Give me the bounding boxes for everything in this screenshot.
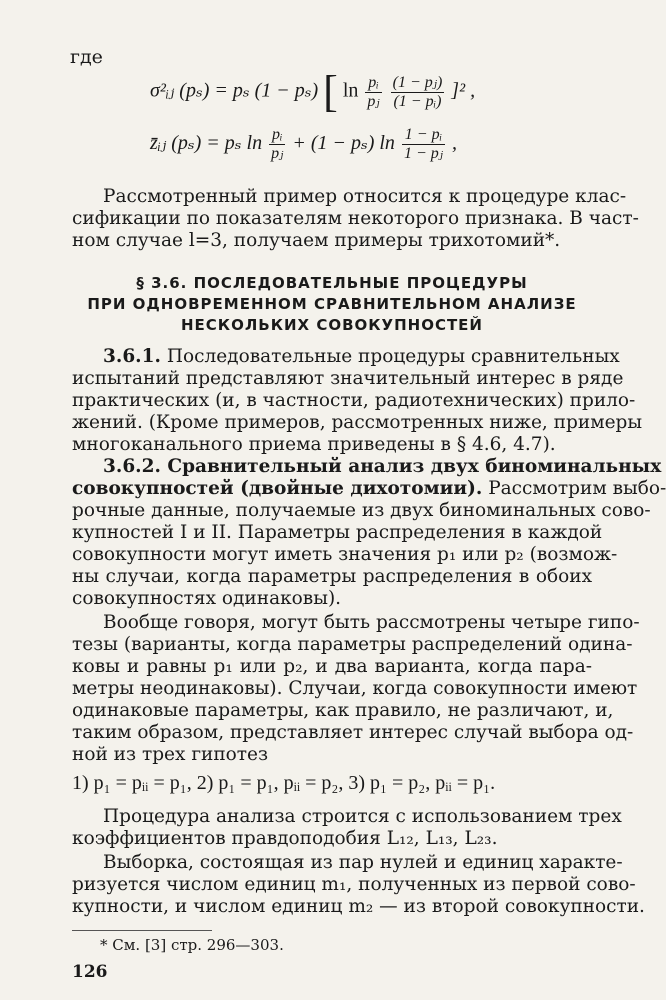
p4-line-7: ной из трех гипотез: [72, 744, 269, 765]
s361-number: 3.6.1.: [103, 346, 161, 367]
s361-line-5: многоканального приема приведены в § 4.6, 4.7).: [72, 434, 556, 455]
page-number: 126: [72, 962, 108, 982]
s362-line-5: ны случаи, когда параметры распределения в обоих: [72, 566, 592, 587]
eq2-mid: + (1 − pₛ) ln: [292, 132, 395, 155]
footnote-rule: [72, 930, 212, 931]
p4-line-4: метры неодинаковы). Случаи, когда совокупности имеют: [72, 678, 638, 699]
eq2-lhs: z̄ᵢⱼ (pₛ) = pₛ ln: [150, 132, 263, 155]
p6-line-2: ризуется числом единиц m₁, полученных из первой сово-: [72, 874, 636, 895]
eq1-fraction-2: $\frac{\text{(1 − pⱼ)}}{\text{(1 − pᵢ)}}$: [392, 73, 443, 110]
p5-line-2: коэффициентов правдоподобия L₁₂, L₁₃, L₂₃.: [72, 828, 498, 849]
eq1-tail: ]² ,: [451, 79, 476, 102]
s361-line-2: испытаний представляют значительный интерес в ряде: [72, 368, 624, 389]
p4-line-6: таким образом, представляет интерес случай выбора од-: [72, 722, 634, 743]
p4-line-1: Вообще говоря, могут быть рассмотрены четыре гипо-: [103, 612, 640, 633]
variance-equation: [150, 67, 476, 116]
where-word: где: [70, 46, 103, 68]
section-heading-line-2: ПРИ ОДНОВРЕМЕННОМ СРАВНИТЕЛЬНОМ АНАЛИЗЕ: [87, 295, 577, 313]
p4-line-2: тезы (варианты, когда параметры распределений одина-: [72, 634, 633, 655]
eq1-ln: ln: [342, 79, 359, 102]
p4-line-5: одинаковые параметры, как правило, не различают, и,: [72, 700, 614, 721]
s362-title-line: 3.6.2. Сравнительный анализ двух биноминальных: [103, 456, 662, 477]
p1-line-3: ном случае l=3, получаем примеры трихотомий*.: [72, 230, 561, 251]
s362-line-6: совокупностях одинаковы).: [72, 588, 342, 609]
footnote: * См. [3] стр. 296—303.: [100, 936, 284, 954]
section-heading-line-3: НЕСКОЛЬКИХ СОВОКУПНОСТЕЙ: [181, 316, 483, 334]
bracket-open: [: [323, 67, 338, 116]
p6-line-1: Выборка, состоящая из пар нулей и единиц характе-: [103, 852, 623, 873]
eq1-lhs: σ²ᵢⱼ (pₛ) = pₛ (1 − pₛ): [150, 79, 319, 102]
eq2-fraction-2: $\frac{\text{1 − pᵢ}}{\text{1 − pⱼ}}$: [403, 126, 443, 162]
eq2-tail: ,: [451, 132, 457, 155]
hypotheses-formula: 1) p₁ = pᵢᵢ = p₁, 2) p₁ = p₁, pᵢᵢ = p₂, 3) p₁ = p₂, pᵢᵢ = p₁.: [72, 772, 496, 794]
eq1-fraction-1: $\frac{\text{pᵢ}}{\text{pⱼ}}$: [367, 73, 380, 110]
s361-line-3: практических (и, в частности, радиотехнических) прило-: [72, 390, 636, 411]
s362-line-4: совокупности могут иметь значения p₁ или p₂ (возмож-: [72, 544, 618, 565]
p5-line-1: Процедура анализа строится с использованием трех: [103, 806, 622, 827]
eq2-fraction-1: $\frac{\text{pᵢ}}{\text{pⱼ}}$: [271, 126, 284, 162]
section-heading-line-1: § 3.6. ПОСЛЕДОВАТЕЛЬНЫЕ ПРОЦЕДУРЫ: [136, 274, 528, 292]
p1-line-2: сификации по показателям некоторого признака. В част-: [72, 208, 639, 229]
mean-equation: [150, 126, 457, 163]
s362-line-2: рочные данные, получаемые из двух биноминальных сово-: [72, 500, 651, 521]
p1-line-1: Рассмотренный пример относится к процедуре клас-: [103, 186, 627, 207]
s362-line-1: совокупностей (двойные дихотомии). Рассмотрим выбо-: [72, 478, 666, 499]
p4-line-3: ковы и равны p₁ или p₂, и два варианта, когда пара-: [72, 656, 592, 677]
s362-line-3: купностей I и II. Параметры распределения в каждой: [72, 522, 603, 543]
s361-line-1: 3.6.1. Последовательные процедуры сравнительных: [103, 346, 620, 367]
s361-line-4: жений. (Кроме примеров, рассмотренных ниже, примеры: [72, 412, 643, 433]
p6-line-3: купности, и числом единиц m₂ — из второй совокупности.: [72, 896, 645, 917]
